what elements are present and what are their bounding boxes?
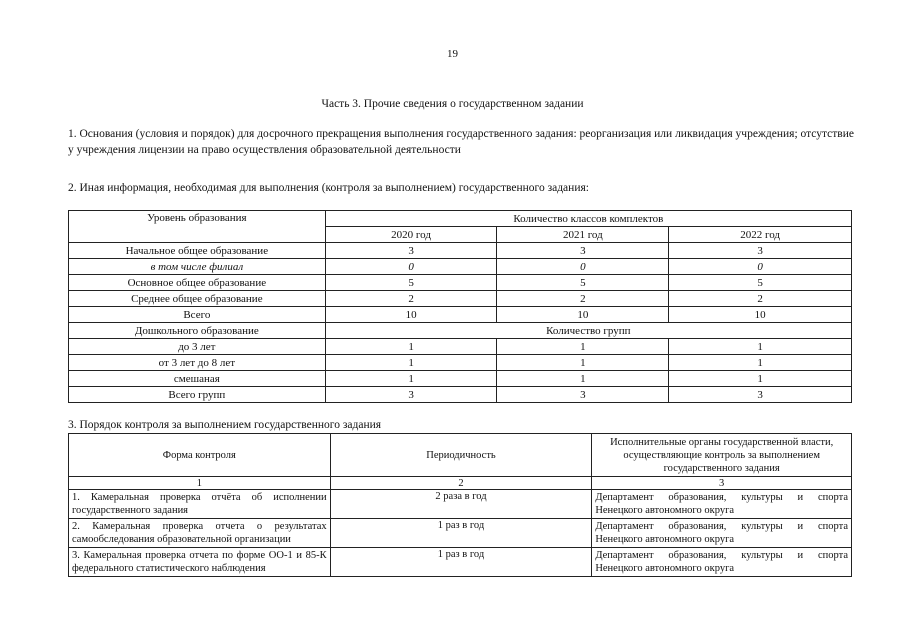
control-period: 2 раза в год <box>330 490 592 519</box>
table-row <box>69 307 852 323</box>
cell-value: 1 <box>669 371 852 387</box>
cell-value: 1 <box>669 355 852 371</box>
cell-value: 1 <box>325 339 497 355</box>
page-number: 19 <box>447 48 458 60</box>
row-label: Начальное общее образование <box>69 243 326 259</box>
header-year: 2022 год <box>669 227 852 243</box>
control-form: 1. Камеральная проверка отчёта об исполнении государственного задания <box>69 490 331 519</box>
section-2-text: 2. Иная информация, необходимая для выполнения (контроля за выполнением) государственного задания: <box>68 182 589 194</box>
column-number: 2 <box>330 477 592 490</box>
control-table <box>68 433 852 577</box>
row-label: смешаная <box>69 371 326 387</box>
cell-value: 3 <box>325 387 497 403</box>
section-1-text: 1. Основания (условия и порядок) для досрочного прекращения выполнения государственного задания: реорганизация или ликвидация учреждения; отсутствие у учреждения лицензии на право осуществления образовательной деятельности <box>68 128 854 156</box>
cell-value: 10 <box>325 307 497 323</box>
cell-value: 5 <box>325 275 497 291</box>
control-org: Департамент образования, культуры и спорта Ненецкого автономного округа <box>592 519 852 548</box>
cell-value: 2 <box>497 291 669 307</box>
header-level: Уровень образования <box>69 211 326 243</box>
table-row <box>69 355 852 371</box>
column-number: 1 <box>69 477 331 490</box>
table-row <box>69 387 852 403</box>
cell-value: 1 <box>497 355 669 371</box>
header-org: Исполнительные органы государственной власти, осуществляющие контроль за выполнением государственного задания <box>592 434 852 477</box>
table-row <box>69 339 852 355</box>
cell-value: 0 <box>497 259 669 275</box>
control-org: Департамент образования, культуры и спорта Ненецкого автономного округа <box>592 490 852 519</box>
row-label: Основное общее образование <box>69 275 326 291</box>
cell-value: 1 <box>497 339 669 355</box>
section-3-text: 3. Порядок контроля за выполнением государственного задания <box>68 419 382 431</box>
table-row <box>69 548 852 577</box>
cell-value: 3 <box>669 387 852 403</box>
class-count-table <box>68 210 852 403</box>
control-period: 1 раз в год <box>330 548 592 577</box>
table-row <box>69 519 852 548</box>
cell-value: 0 <box>325 259 497 275</box>
cell-value: 10 <box>497 307 669 323</box>
header-year: 2021 год <box>497 227 669 243</box>
header-year: 2020 год <box>325 227 497 243</box>
cell-value: 1 <box>325 371 497 387</box>
table-row <box>69 490 852 519</box>
cell-value: 2 <box>325 291 497 307</box>
table-row <box>69 243 852 259</box>
cell-value: 1 <box>497 371 669 387</box>
cell-value: 3 <box>325 243 497 259</box>
row-label: в том числе филиал <box>69 259 326 275</box>
control-period: 1 раз в год <box>330 519 592 548</box>
control-form: 2. Камеральная проверка отчета о результатах самообследования образовательной организации <box>69 519 331 548</box>
cell-value: 0 <box>669 259 852 275</box>
cell-value: 1 <box>325 355 497 371</box>
header-form: Форма контроля <box>69 434 331 477</box>
page-title: Часть 3. Прочие сведения о государственном задании <box>321 98 584 110</box>
cell-value: 3 <box>497 243 669 259</box>
table-row <box>69 371 852 387</box>
table-row <box>69 259 852 275</box>
cell-value: 1 <box>669 339 852 355</box>
control-form: 3. Камеральная проверка отчета по форме ОО-1 и 85-К федерального статистического наблюдения <box>69 548 331 577</box>
row-label: до 3 лет <box>69 339 326 355</box>
cell-value: 3 <box>669 243 852 259</box>
control-org: Департамент образования, культуры и спорта Ненецкого автономного округа <box>592 548 852 577</box>
table-row <box>69 275 852 291</box>
column-number: 3 <box>592 477 852 490</box>
row-label: от 3 лет до 8 лет <box>69 355 326 371</box>
table-row <box>69 291 852 307</box>
cell-value: 2 <box>669 291 852 307</box>
row-label: Среднее общее образование <box>69 291 326 307</box>
row-label: Всего групп <box>69 387 326 403</box>
row-label: Дошкольного образование <box>69 323 326 339</box>
cell-value: 5 <box>669 275 852 291</box>
header-classes: Количество классов комплектов <box>325 211 851 227</box>
cell-value: 10 <box>669 307 852 323</box>
header-period: Периодичность <box>330 434 592 477</box>
cell-value: 3 <box>497 387 669 403</box>
groups-header: Количество групп <box>325 323 851 339</box>
row-label: Всего <box>69 307 326 323</box>
cell-value: 5 <box>497 275 669 291</box>
table-row <box>69 323 852 339</box>
